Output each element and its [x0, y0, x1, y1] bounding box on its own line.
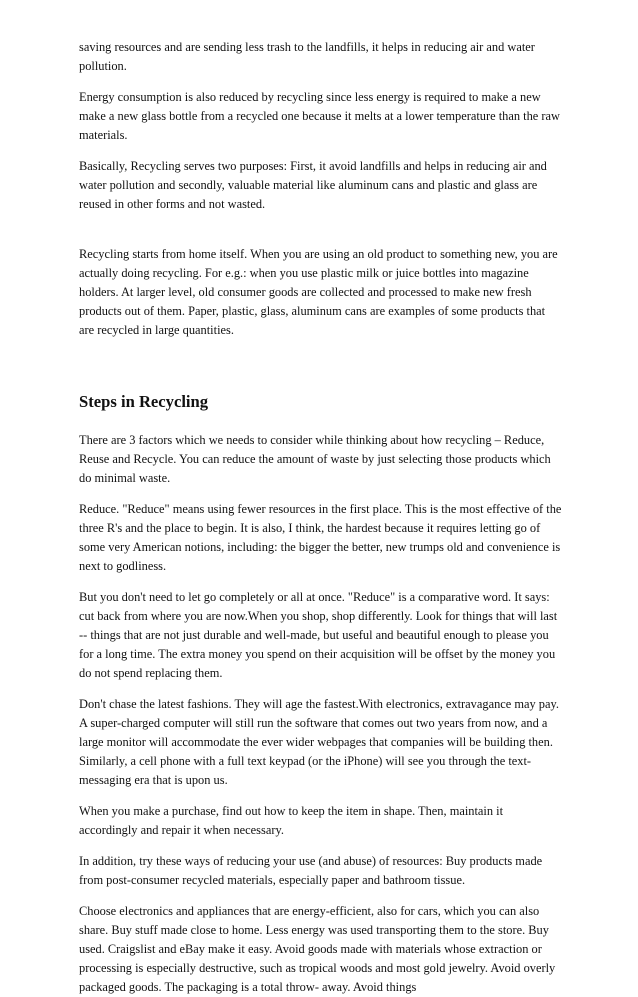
paragraph-maintain: When you make a purchase, find out how to keep the item in shape. Then, maintain it accordingly and repair it when necessary. [79, 804, 504, 837]
paragraph-comparative-word: But you don't need to let go completely or all at once. "Reduce" is a comparative word. It says: cut back from where you are now.When you shop, shop differently. Look for things that will last -- things that are not just durable and well-made, but useful and beautiful enough to please you for a long time. The extra money you spend on their acquisition will be offset by the money you do not spend replacing them. [79, 590, 558, 680]
document-page [79, 38, 563, 997]
paragraph-latest-fashions: Don't chase the latest fashions. They will age the fastest.With electronics, extravagance may pay. A super-charged computer will still run the software that comes out two years from now, and a large monitor will accommodate the ever wider webpages that companies will be building then. Similarly, a cell phone with a full text keypad (or the iPhone) will see you through the text-messaging era that is upon us. [79, 697, 559, 787]
paragraph-pollution: saving resources and are sending less trash to the landfills, it helps in reducing air and water pollution. [79, 40, 535, 73]
paragraph-reduce: Reduce. "Reduce" means using fewer resources in the first place. This is the most effective of the three R's and the place to begin. It is also, I think, the hardest because it requires letting go of some very American notions, including: the bigger the better, new trumps old and convenience is next to godliness. [79, 502, 562, 573]
paragraph-two-purposes: Basically, Recycling serves two purposes: First, it avoid landfills and helps in reducing air and water pollution and secondly, valuable material like aluminum cans and plastic and glass are reused in other forms and not wasted. [79, 159, 547, 211]
section-heading: Steps in Recycling [79, 392, 209, 411]
paragraph-energy-consumption: Energy consumption is also reduced by recycling since less energy is required to make a new make a new glass bottle from a recycled one because it melts at a lower temperature than the raw materials. [79, 90, 560, 142]
paragraph-starts-from-home: Recycling starts from home itself. When you are using an old product to something new, you are actually doing recycling. For e.g.: when you use plastic milk or juice bottles into magazine holders. At larger level, old consumer goods are collected and processed to make new fresh products out of them. Paper, plastic, glass, aluminum cans are examples of some products that are recycled in large quantities. [79, 247, 558, 337]
paragraph-energy-efficient: Choose electronics and appliances that are energy-efficient, also for cars, which you can also share. Buy stuff made close to home. Less energy was used transporting them to the store. Buy used. Craigslist and eBay make it easy. Avoid goods made with materials whose extraction or processing is especially destructive, such as tropical woods and most gold jewelry. Avoid overly packaged goods. The packaging is a total throw- away. Avoid things [79, 904, 556, 994]
paragraph-three-factors: There are 3 factors which we needs to consider while thinking about how recycling – Reduce, Reuse and Recycle. You can reduce the amount of waste by just selecting those products which do minimal waste. [79, 433, 551, 485]
paragraph-recycled-materials: In addition, try these ways of reducing your use (and abuse) of resources: Buy products made from post-consumer recycled materials, especially paper and bathroom tissue. [79, 854, 543, 887]
